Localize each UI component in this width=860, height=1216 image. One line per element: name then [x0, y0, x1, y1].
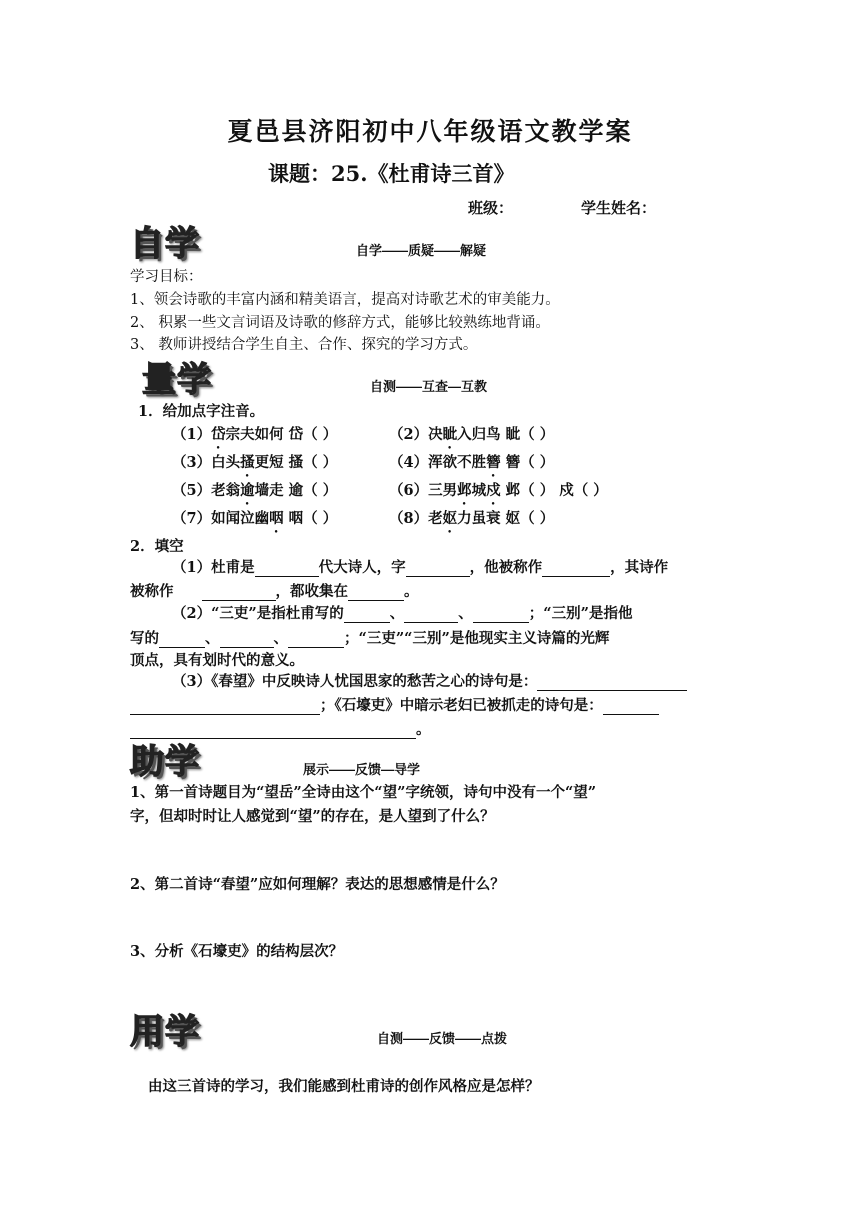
question1-label: 1．给加点字注音。: [138, 403, 265, 420]
answer-blank[interactable]: [404, 607, 458, 623]
student-name-label: 学生姓名：: [581, 199, 657, 217]
learning-goal: 3、 教师讲授结合学生自主、合作、探究的学习方式。: [130, 337, 478, 353]
learning-goal: 1、领会诗歌的丰富内涵和精美语言，提高对诗歌艺术的审美能力。: [130, 292, 560, 308]
pinyin-item-1: （1）岱宗夫如何 岱（ ）: [172, 426, 338, 443]
fill-blank-2-line1: （2）“三吏”是指杜甫写的 、 、 ；“三别”是指他: [172, 605, 633, 622]
discussion-question-1-line2: 字，但却时时让人感觉到“望”的存在，是人望到了什么？: [130, 808, 495, 825]
discussion-question-1-line1: 1、第一首诗题目为“望岳”全诗由这个“望”字统领，诗句中没有一个“望”: [130, 784, 597, 801]
section4-heading: 自测——反馈——点拨: [377, 1031, 508, 1046]
fill-blank-2-line3: 顶点，具有划时代的意义。: [130, 652, 304, 669]
answer-blank[interactable]: [255, 561, 319, 577]
pinyin-item-2: （2）决眦入归鸟 眦（ ）: [389, 426, 555, 443]
reflection-question: 由这三首诗的学习，我们能感到杜甫诗的创作风格应是怎样？: [148, 1078, 540, 1095]
class-label: 班级：: [468, 199, 514, 217]
answer-blank[interactable]: [220, 632, 274, 648]
lesson-subtitle: 课题：25.《杜甫诗三首》: [268, 161, 515, 186]
answer-blank[interactable]: [159, 632, 205, 648]
fill-blank-1-line2: 被称作 ，都收集在 。: [130, 583, 419, 600]
pinyin-item-7: （7）如闻泣幽咽 咽（ ）: [172, 510, 338, 527]
fill-blank-3-line3: 。: [130, 718, 431, 739]
pinyin-item-4: （4）浑欲不胜簪 簪（ ）: [389, 454, 555, 471]
fill-blank-2-line2: 写的 、 、 ；“三吏”“三别”是他现实主义诗篇的光辉: [130, 630, 610, 647]
pinyin-item-6: （6）三男邺城戍 邺（ ） 戍（ ）: [389, 482, 608, 499]
banner-zhuxue: 助学: [130, 742, 200, 782]
discussion-question-3: 3、分析《石壕吏》的结构层次？: [130, 943, 344, 960]
answer-blank[interactable]: [406, 561, 470, 577]
question2-label: 2．填空: [130, 538, 184, 555]
pinyin-item-8: （8）老妪力虽衰 妪（ ）: [389, 510, 555, 527]
banner-zixue: 自学: [130, 224, 200, 264]
section2-heading: 自测——互查—互教: [370, 379, 488, 394]
pinyin-item-5: （5）老翁逾墙走 逾（ ）: [172, 482, 338, 499]
answer-blank[interactable]: [537, 675, 687, 691]
learning-goals-label: 学习目标：: [130, 269, 203, 285]
learning-goal: 2、 积累一些文言词语及诗歌的修辞方式，能够比较熟练地背诵。: [130, 315, 550, 331]
section3-heading: 展示——反馈—导学: [303, 762, 421, 777]
answer-blank[interactable]: [473, 607, 529, 623]
fill-blank-3-line1: （3）《春望》中反映诗人忧国思家的愁苦之心的诗句是：: [172, 670, 687, 691]
answer-blank[interactable]: [202, 585, 276, 601]
banner-liangxue: 量学: [142, 360, 212, 400]
answer-blank[interactable]: [130, 699, 320, 715]
pinyin-item-3: （3）白头搔更短 搔（ ）: [172, 454, 338, 471]
answer-blank[interactable]: [288, 632, 344, 648]
answer-blank[interactable]: [348, 585, 404, 601]
page-title: 夏邑县济阳初中八年级语文教学案: [227, 117, 633, 146]
answer-blank[interactable]: [542, 561, 610, 577]
section1-heading: 自学——质疑——解疑: [356, 243, 487, 258]
fill-blank-1-line1: （1）杜甫是 代大诗人，字 ，他被称作 ，其诗作: [172, 559, 669, 576]
answer-blank[interactable]: [603, 699, 659, 715]
fill-blank-3-line2: ；《石壕吏》中暗示老妇已被抓走的诗句是：: [130, 694, 659, 715]
banner-yongxue: 用学: [130, 1012, 200, 1052]
answer-blank[interactable]: [344, 607, 390, 623]
discussion-question-2: 2、第二首诗“春望”应如何理解？表达的思想感情是什么？: [130, 876, 505, 893]
